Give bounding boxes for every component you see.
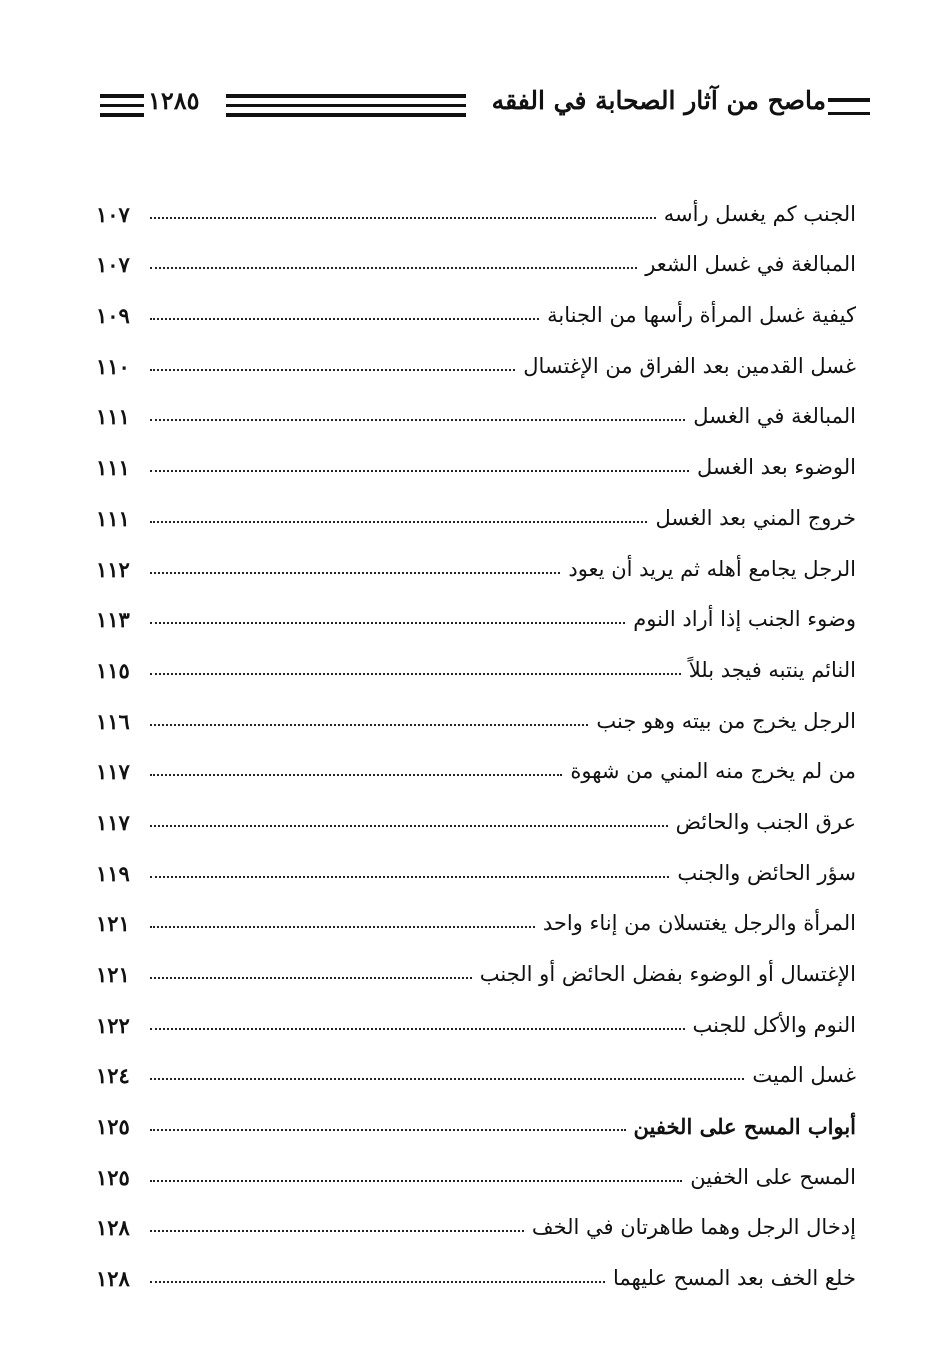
dot-leader (150, 724, 588, 726)
dot-leader (150, 673, 681, 675)
toc-entry-page: ١٠٧ (96, 201, 130, 227)
dot-leader (150, 267, 637, 269)
toc-entry (96, 582, 856, 633)
toc-entry-title: الجنب كم يغسل رأسه (663, 201, 856, 226)
toc-entry (96, 176, 856, 227)
dot-leader (150, 572, 560, 574)
toc-entry-page: ١١٧ (96, 809, 130, 835)
toc-entry-title: المرأة والرجل يغتسلان من إناء واحد (542, 911, 856, 936)
toc-entry (96, 1139, 856, 1190)
header-rule-middle-bottom (226, 113, 466, 117)
header-rule-left-top (100, 94, 144, 98)
toc-entry-title: وضوء الجنب إذا أراد النوم (633, 607, 856, 632)
toc-entry (96, 480, 856, 531)
toc-entry-page: ١١٠ (96, 353, 130, 379)
dot-leader (150, 622, 625, 624)
dot-leader (150, 318, 539, 320)
toc-entry (96, 936, 856, 987)
toc-entry-title: خلع الخف بعد المسح عليهما (612, 1266, 856, 1291)
toc-entry-page: ١١٣ (96, 607, 130, 633)
toc-entry (96, 328, 856, 379)
toc-entry (96, 886, 856, 937)
toc-entry-page: ١٢٤ (96, 1063, 130, 1089)
toc-entry-title: المبالغة في غسل الشعر (645, 252, 856, 277)
toc-entry (96, 1240, 856, 1291)
book-title: ماصح من آثار الصحابة في الفقه (491, 86, 826, 115)
header-rule-middle-top (226, 94, 466, 98)
dot-leader (150, 1281, 605, 1283)
header-rule-left-mid (100, 104, 144, 107)
toc-entry-title: المبالغة في الغسل (693, 404, 856, 429)
toc-entry (96, 531, 856, 582)
dot-leader (150, 1129, 626, 1131)
dot-leader (150, 1078, 744, 1080)
toc-entry-title: النوم والأكل للجنب (692, 1012, 856, 1037)
header-rule-left-bottom (100, 113, 144, 117)
toc-entry-page: ١١٦ (96, 708, 130, 734)
toc-entry-title: سؤر الحائض والجنب (677, 860, 856, 885)
toc-entry-page: ١٢٨ (96, 1266, 130, 1292)
toc-entry-page: ١٢١ (96, 911, 130, 937)
toc-entry (96, 734, 856, 785)
toc-entry-page: ١١٧ (96, 759, 130, 785)
toc-entry-title: كيفية غسل المرأة رأسها من الجنابة (547, 303, 856, 328)
toc-entry-page: ١١٢ (96, 556, 130, 582)
toc-entry-page: ١٢١ (96, 962, 130, 987)
toc-entry (96, 784, 856, 835)
toc-entry (96, 987, 856, 1038)
header-rule-right-bottom (828, 112, 870, 115)
dot-leader (150, 926, 535, 928)
dot-leader (150, 1028, 685, 1030)
dot-leader (150, 470, 689, 472)
toc-entry (96, 227, 856, 278)
toc-entry-page: ١٠٧ (96, 252, 130, 278)
toc-entry-title: إدخال الرجل وهما طاهرتان في الخف (531, 1215, 856, 1240)
toc-entry-page: ١٢٨ (96, 1215, 130, 1241)
toc-entry-page: ١١٥ (96, 657, 130, 683)
dot-leader (150, 217, 656, 219)
toc-entry (96, 1190, 856, 1241)
running-header (100, 82, 870, 128)
toc-entry-title: أبواب المسح على الخفين (633, 1114, 856, 1140)
toc-entry-page: ١٢٢ (96, 1012, 130, 1038)
toc-entry (96, 379, 856, 430)
dot-leader (150, 876, 669, 878)
header-rule-right-top (828, 98, 870, 102)
toc-entry-title: الرجل يجامع أهله ثم يريد أن يعود (568, 556, 856, 581)
toc-entry-title: غسل الميت (752, 1063, 856, 1088)
toc-entry-title: المسح على الخفين (690, 1164, 856, 1189)
dot-leader (150, 369, 515, 371)
toc-entry (96, 632, 856, 683)
toc-entry-title: الإغتسال أو الوضوء بفضل الحائض أو الجنب (479, 962, 856, 986)
toc-entry-page: ١١١ (96, 404, 130, 430)
dot-leader (150, 977, 472, 979)
toc-entry-page: ١٢٥ (96, 1164, 130, 1190)
toc-entry-title: غسل القدمين بعد الفراق من الإغتسال (523, 353, 856, 378)
toc-entry-page: ١٢٥ (96, 1114, 130, 1140)
toc-entry-title: عرق الجنب والحائض (675, 809, 856, 834)
toc-entry (96, 835, 856, 886)
toc-entry-page: ١١١ (96, 455, 130, 481)
toc-entry-title: الرجل يخرج من بيته وهو جنب (596, 708, 856, 733)
table-of-contents (96, 176, 856, 1291)
toc-entry-page: ١٠٩ (96, 303, 130, 329)
toc-entry-page: ١١٩ (96, 860, 130, 886)
toc-entry-title: خروج المني بعد الغسل (655, 505, 856, 530)
dot-leader (150, 825, 668, 827)
dot-leader (150, 419, 685, 421)
toc-entry (96, 277, 856, 328)
dot-leader (150, 521, 647, 523)
dot-leader (150, 1230, 524, 1232)
toc-entry-title: من لم يخرج منه المني من شهوة (570, 759, 856, 784)
toc-section-heading (96, 1088, 856, 1139)
dot-leader (150, 774, 562, 776)
toc-entry (96, 429, 856, 480)
page-number: ١٢٨٥ (148, 86, 200, 115)
header-rule-middle-mid (226, 104, 466, 107)
toc-entry-title: النائم ينتبه فيجد بللاً (688, 657, 856, 682)
toc-entry-title: الوضوء بعد الغسل (697, 455, 856, 480)
toc-entry (96, 1038, 856, 1089)
toc-entry-page: ١١١ (96, 505, 130, 531)
dot-leader (150, 1180, 682, 1182)
toc-entry (96, 683, 856, 734)
